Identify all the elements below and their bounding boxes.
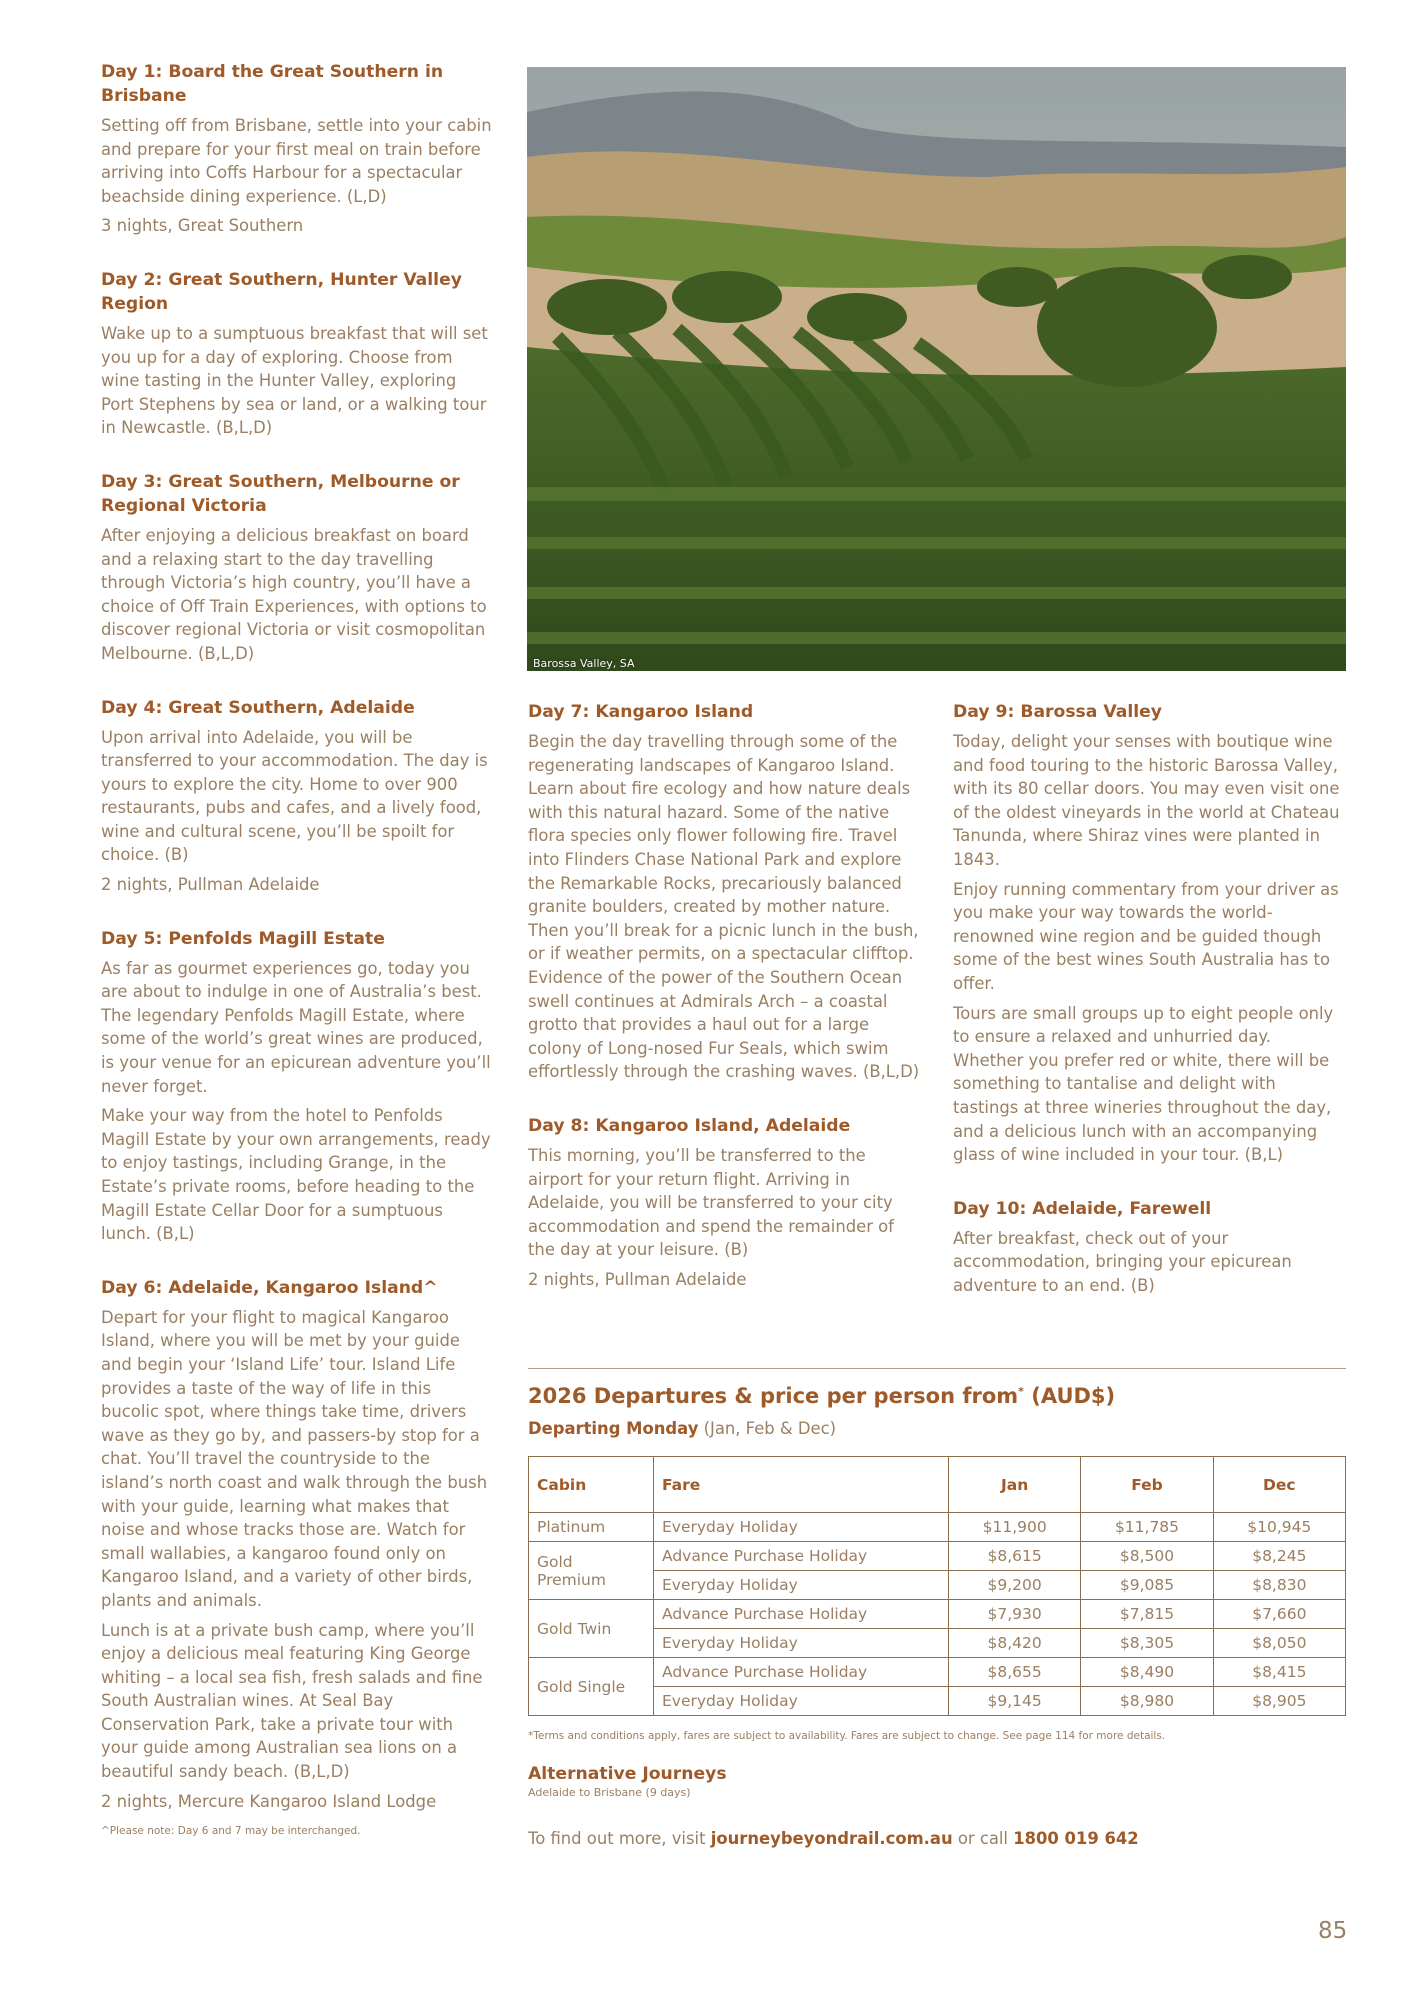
day-title: Day 2: Great Southern, Hunter Valley Region [101,269,462,314]
day-description: Upon arrival into Adelaide, you will be transferred to your accommodation. The day is yours to explore the city. Home to over 900 restaurants, pubs and cafes, and a lively food, wine and cultural scene, you’ll be spoilt for choice. (B) [101,727,488,865]
day-description: Begin the day travelling through some of the regenerating landscapes of Kangaroo Island. Learn about fire ecology and how nature deals with this natural hazard. Some of the native flora species only flower following fire. Travel into Flinders Chase National Park and explore the Remarkable Rocks, precariously balanced granite boulders, created by mother nature. Then you’ll break for a picnic lunch in the bush, or if weather permits, on a spectacular clifftop. Evidence of the power of the Southern Ocean swell continues at Admirals Arch – a coastal grotto that provides a haul out for a large colony of Long-nosed Fur Seals, which swim effortlessly through the crashing waves. (B,L,D) [528,732,920,1082]
day-description: After enjoying a delicious breakfast on board and a relaxing start to the day travelling through Victoria’s high country, you’ll have a choice of Off Train Experiences, with options to discover regional Victoria or visit cosmopolitan Melbourne. (B,L,D) [101,525,487,663]
day-description: As far as gourmet experiences go, today you are about to indulge in one of Australia’s best. The legendary Penfolds Magill Estate, where some of the world’s great wines are produced, is your venue for an epicurean adventure you’ll never forget. [101,958,491,1096]
price-cell-feb: $9,085 [1081,1571,1213,1600]
cabin-cell: Gold Single [529,1658,654,1716]
day-title: Day 9: Barossa Valley [953,702,1162,722]
departures-section [528,1368,1346,1848]
fare-cell: Everyday Holiday [654,1687,949,1716]
day-title: Day 3: Great Southern, Melbourne or Regional Victoria [101,471,460,516]
day-description: Enjoy running commentary from your driver as you make your way towards the world-renowned wine region and be guided though some of the best wines South Australia has to offer. [953,879,1339,993]
departures-heading: 2026 Departures & price per person from* (AUD$) [528,1384,1116,1408]
barossa-valley-photo [527,67,1346,671]
day-title: Day 1: Board the Great Southern in Brisbane [101,62,444,106]
column-header-dec: Dec [1213,1457,1345,1513]
table-row [529,1542,1346,1571]
price-cell-feb: $8,490 [1081,1658,1213,1687]
price-cell-dec: $8,050 [1213,1629,1345,1658]
page-number: 85 [1318,1918,1348,1944]
fare-cell: Advance Purchase Holiday [654,1542,949,1571]
table-row [529,1658,1346,1687]
day-block [101,470,493,666]
day-title: Day 7: Kangaroo Island [528,702,754,722]
fare-cell: Everyday Holiday [654,1513,949,1542]
contact-line: To find out more, visit journeybeyondrail.com.au or call 1800 019 642 [528,1829,1139,1848]
price-cell-jan: $7,930 [949,1600,1081,1629]
column-header-feb: Feb [1081,1457,1213,1513]
day-title: Day 5: Penfolds Magill Estate [101,928,385,949]
price-table-header [529,1457,1346,1513]
day-block [528,700,920,1084]
day-title: Day 10: Adelaide, Farewell [953,1198,1212,1219]
day-block [101,60,493,238]
cabin-cell: Gold Twin [529,1600,654,1658]
day-accommodation: 2 nights, Pullman Adelaide [528,1269,747,1289]
day-description: Today, delight your senses with boutique wine and food touring to the historic Barossa Valley, with its 80 cellar doors. You may even visit one of the oldest vineyards in the world at Chateau Tanunda, where Shiraz vines were planted in 1843. [953,732,1340,869]
column-header-fare: Fare [654,1457,949,1513]
price-cell-jan: $9,145 [949,1687,1081,1716]
price-cell-feb: $8,305 [1081,1629,1213,1658]
day-title: Day 8: Kangaroo Island, Adelaide [528,1115,851,1136]
phone-number[interactable]: 1800 019 642 [1013,1829,1139,1848]
price-cell-dec: $8,905 [1213,1687,1345,1716]
day-description: Tours are small groups up to eight people only to ensure a relaxed and unhurried day. Whether you prefer red or white, there will be something to tantalise and delight with tastings at three wineries throughout the day, and a delicious lunch with an accompanying glass of wine included in your tour. (B,L) [953,1003,1334,1165]
price-cell-feb: $7,815 [1081,1600,1213,1629]
day-block [528,1114,920,1292]
day-block [953,1197,1346,1298]
day-block [953,700,1346,1167]
fare-cell: Everyday Holiday [654,1629,949,1658]
price-cell-feb: $8,980 [1081,1687,1213,1716]
day-block [101,696,493,897]
price-cell-feb: $8,500 [1081,1542,1213,1571]
day-block [101,1276,493,1813]
day-description: Setting off from Brisbane, settle into your cabin and prepare for your first meal on train before arriving into Coffs Harbour for a spectacular beachside dining experience. (L,D) [101,116,492,206]
price-table [528,1456,1346,1716]
day-accommodation: 2 nights, Mercure Kangaroo Island Lodge [101,1791,437,1811]
itinerary-column-2 [528,700,920,1321]
column-header-cabin: Cabin [529,1457,654,1513]
interchange-note: ^Please note: Day 6 and 7 may be interchanged. [101,1825,361,1838]
price-cell-dec: $10,945 [1213,1513,1345,1542]
day-description: Wake up to a sumptuous breakfast that will set you up for a day of exploring. Choose from wine tasting in the Hunter Valley, exploring Port Stephens by sea or land, or a walking tour in Newcastle. (B,L,D) [101,323,488,438]
price-cell-jan: $11,900 [949,1513,1081,1542]
section-divider [528,1368,1346,1369]
cabin-cell: Platinum [529,1513,654,1542]
alternative-journeys-route: Adelaide to Brisbane (9 days) [528,1786,691,1799]
day-description: Make your way from the hotel to Penfolds Magill Estate by your own arrangements, ready to enjoy tastings, including Grange, in the Estate’s private rooms, before heading to the Magill Estate Cellar Door for a sumptuous lunch. (B,L) [101,1106,491,1244]
price-cell-feb: $11,785 [1081,1513,1213,1542]
day-accommodation: 3 nights, Great Southern [101,216,304,236]
day-description: Lunch is at a private bush camp, where you’ll enjoy a delicious meal featuring King George whiting – a local sea fish, fresh salads and fine South Australian wines. At Seal Bay Conservation Park, take a private tour with your guide among Australian sea lions on a beautiful sandy beach. (B,L,D) [101,1620,483,1782]
itinerary-column-3 [953,700,1346,1327]
table-row [529,1600,1346,1629]
price-cell-jan: $9,200 [949,1571,1081,1600]
price-cell-dec: $7,660 [1213,1600,1345,1629]
website-link[interactable]: journeybeyondrail.com.au [710,1829,953,1848]
day-description: This morning, you’ll be transferred to the airport for your return flight. Arriving in Adelaide, you will be transferred to your city accommodation and spend the remainder of the day at your leisure. (B) [528,1145,894,1260]
price-cell-dec: $8,830 [1213,1571,1345,1600]
price-cell-dec: $8,245 [1213,1542,1345,1571]
price-cell-jan: $8,420 [949,1629,1081,1658]
day-description: Depart for your flight to magical Kangaroo Island, where you will be met by your guide and begin your ‘Island Life’ tour. Island Life provides a taste of the way of life in this bucolic spot, where things take time, drivers wave as they go by, and passers-by stop for a chat. You’ll travel the countryside to the island’s north coast and walk through the bush with your guide, learning what makes that noise and whose tracks those are. Watch for small wallabies, a kangaroo found only on Kangaroo Island, and a variety of other birds, plants and animals. [101,1307,488,1610]
departures-subheading: Departing Monday (Jan, Feb & Dec) [528,1419,836,1438]
day-description: After breakfast, check out of your accommodation, bringing your epicurean adventure to an end. (B) [953,1228,1292,1295]
itinerary-column-1 [101,60,493,1848]
table-row [529,1513,1346,1542]
photo-caption: Barossa Valley, SA [533,657,635,670]
fare-cell: Advance Purchase Holiday [654,1600,949,1629]
price-cell-dec: $8,415 [1213,1658,1345,1687]
column-header-jan: Jan [949,1457,1081,1513]
price-cell-jan: $8,615 [949,1542,1081,1571]
day-block [101,927,493,1246]
day-title: Day 4: Great Southern, Adelaide [101,697,415,718]
terms-note: *Terms and conditions apply, fares are subject to availability. Fares are subject to change. See page 114 for more details. [528,1730,1166,1742]
price-cell-jan: $8,655 [949,1658,1081,1687]
cabin-cell: Gold Premium [529,1542,654,1600]
alternative-journeys-title: Alternative Journeys [528,1764,727,1784]
day-accommodation: 2 nights, Pullman Adelaide [101,875,320,895]
day-title: Day 6: Adelaide, Kangaroo Island^ [101,1277,438,1298]
fare-cell: Advance Purchase Holiday [654,1658,949,1687]
day-block [101,268,493,440]
fare-cell: Everyday Holiday [654,1571,949,1600]
